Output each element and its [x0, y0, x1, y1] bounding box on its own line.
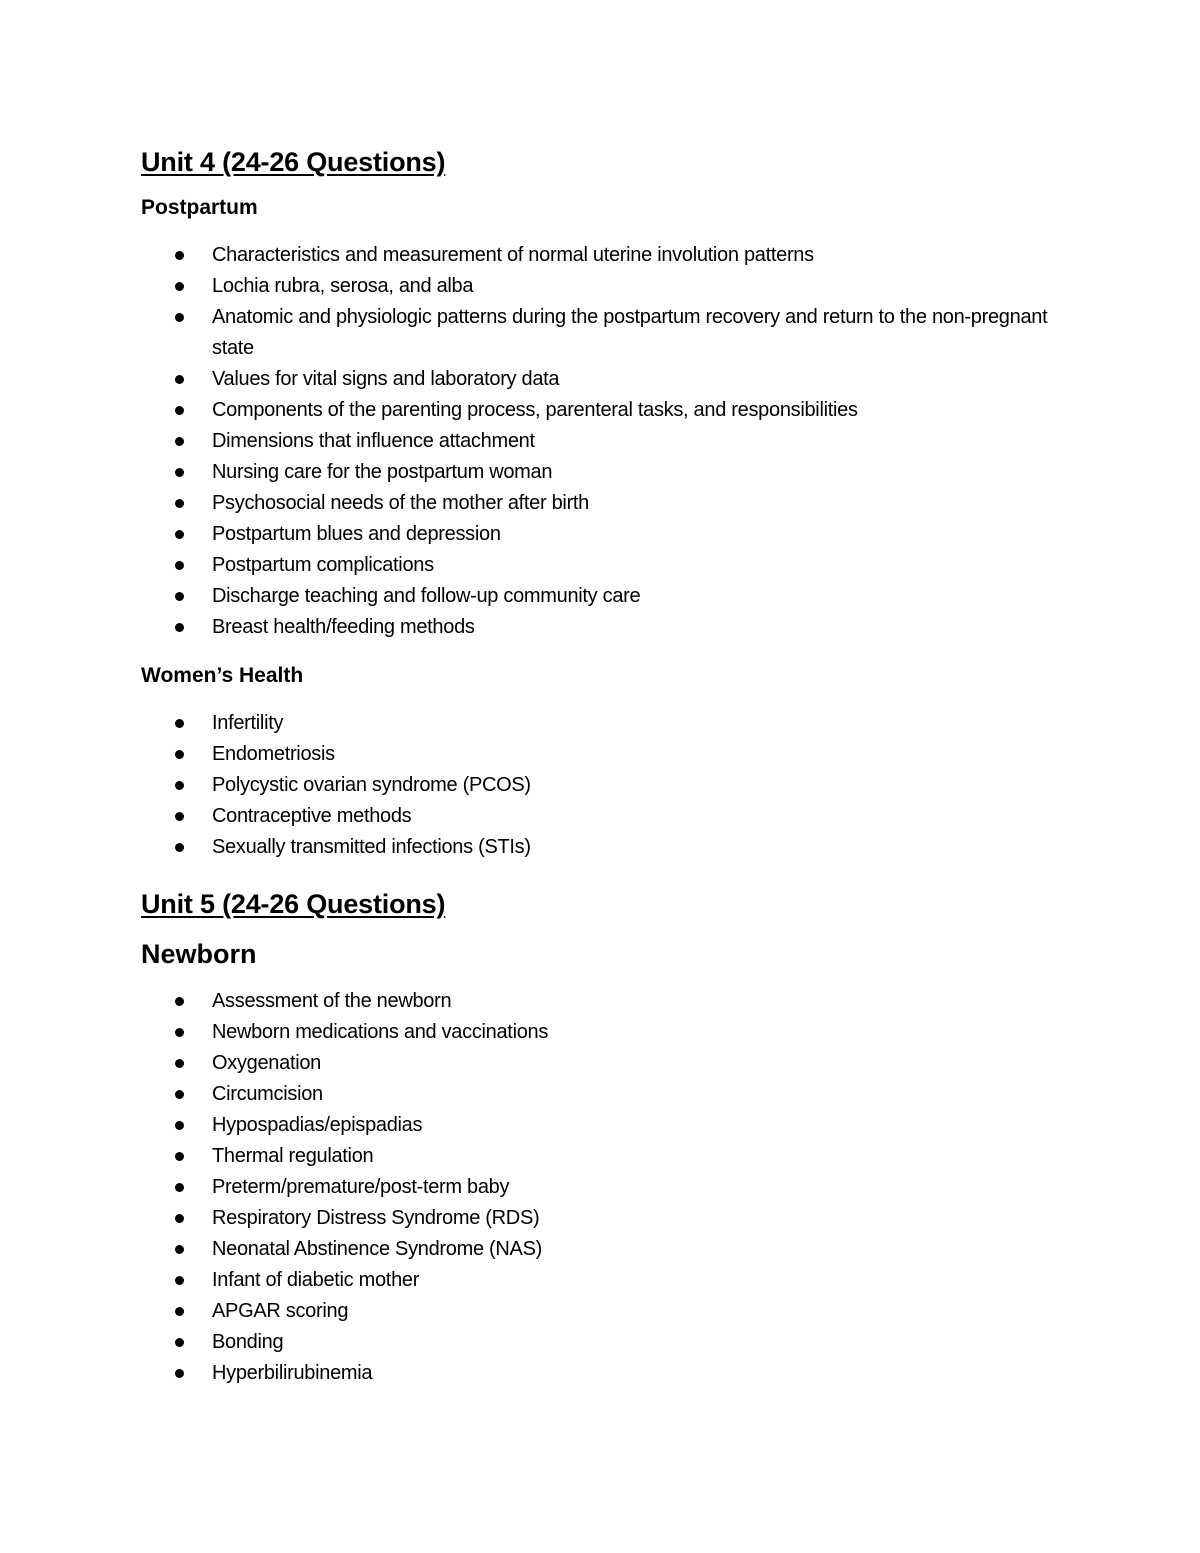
list-item: Postpartum complications	[141, 550, 1061, 581]
bullet-icon	[175, 592, 184, 601]
list-item: Dimensions that influence attachment	[141, 426, 1061, 457]
list-item: Values for vital signs and laboratory data	[141, 364, 1061, 395]
list-item: Psychosocial needs of the mother after birth	[141, 488, 1061, 519]
bullet-icon	[175, 1307, 184, 1316]
list-item: Neonatal Abstinence Syndrome (NAS)	[141, 1234, 1061, 1265]
bullet-icon	[175, 1214, 184, 1223]
bullet-icon	[175, 1028, 184, 1037]
womens-health-list	[141, 708, 1061, 863]
bullet-icon	[175, 1276, 184, 1285]
list-item: Thermal regulation	[141, 1141, 1061, 1172]
bullet-icon	[175, 282, 184, 291]
document-page	[141, 138, 1061, 1389]
list-item: Oxygenation	[141, 1048, 1061, 1079]
postpartum-heading: Postpartum	[141, 196, 258, 219]
bullet-icon	[175, 313, 184, 322]
list-item: Anatomic and physiologic patterns during the postpartum recovery and return to the non-pregnant state	[141, 302, 1061, 364]
bullet-icon	[175, 1121, 184, 1130]
bullet-icon	[175, 1183, 184, 1192]
list-item: Hyperbilirubinemia	[141, 1358, 1061, 1389]
bullet-icon	[175, 375, 184, 384]
bullet-icon	[175, 750, 184, 759]
list-item: Preterm/premature/post-term baby	[141, 1172, 1061, 1203]
list-item: Hypospadias/epispadias	[141, 1110, 1061, 1141]
newborn-heading: Newborn	[141, 939, 257, 969]
bullet-icon	[175, 437, 184, 446]
list-item: Bonding	[141, 1327, 1061, 1358]
list-item: Circumcision	[141, 1079, 1061, 1110]
list-item: Infant of diabetic mother	[141, 1265, 1061, 1296]
list-item: Infertility	[141, 708, 1061, 739]
unit-4-heading: Unit 4 (24-26 Questions)	[141, 147, 446, 177]
bullet-icon	[175, 1369, 184, 1378]
bullet-icon	[175, 1338, 184, 1347]
list-item: Breast health/feeding methods	[141, 612, 1061, 643]
bullet-icon	[175, 1245, 184, 1254]
list-item: Respiratory Distress Syndrome (RDS)	[141, 1203, 1061, 1234]
list-item: Characteristics and measurement of normal uterine involution patterns	[141, 240, 1061, 271]
womens-health-heading: Women’s Health	[141, 664, 304, 687]
bullet-icon	[175, 843, 184, 852]
bullet-icon	[175, 499, 184, 508]
list-item: Newborn medications and vaccinations	[141, 1017, 1061, 1048]
bullet-icon	[175, 1152, 184, 1161]
bullet-icon	[175, 781, 184, 790]
newborn-list	[141, 986, 1061, 1389]
list-item: Discharge teaching and follow-up community care	[141, 581, 1061, 612]
bullet-icon	[175, 406, 184, 415]
list-item: Assessment of the newborn	[141, 986, 1061, 1017]
bullet-icon	[175, 623, 184, 632]
list-item: Endometriosis	[141, 739, 1061, 770]
bullet-icon	[175, 530, 184, 539]
list-item: Sexually transmitted infections (STIs)	[141, 832, 1061, 863]
list-item: Contraceptive methods	[141, 801, 1061, 832]
bullet-icon	[175, 561, 184, 570]
list-item: Polycystic ovarian syndrome (PCOS)	[141, 770, 1061, 801]
list-item: Nursing care for the postpartum woman	[141, 457, 1061, 488]
list-item: Lochia rubra, serosa, and alba	[141, 271, 1061, 302]
unit-5-heading: Unit 5 (24-26 Questions)	[141, 889, 446, 919]
bullet-icon	[175, 1090, 184, 1099]
list-item: Components of the parenting process, parenteral tasks, and responsibilities	[141, 395, 1061, 426]
bullet-icon	[175, 468, 184, 477]
postpartum-list	[141, 240, 1061, 643]
bullet-icon	[175, 251, 184, 260]
bullet-icon	[175, 812, 184, 821]
bullet-icon	[175, 719, 184, 728]
bullet-icon	[175, 997, 184, 1006]
list-item: APGAR scoring	[141, 1296, 1061, 1327]
bullet-icon	[175, 1059, 184, 1068]
list-item: Postpartum blues and depression	[141, 519, 1061, 550]
